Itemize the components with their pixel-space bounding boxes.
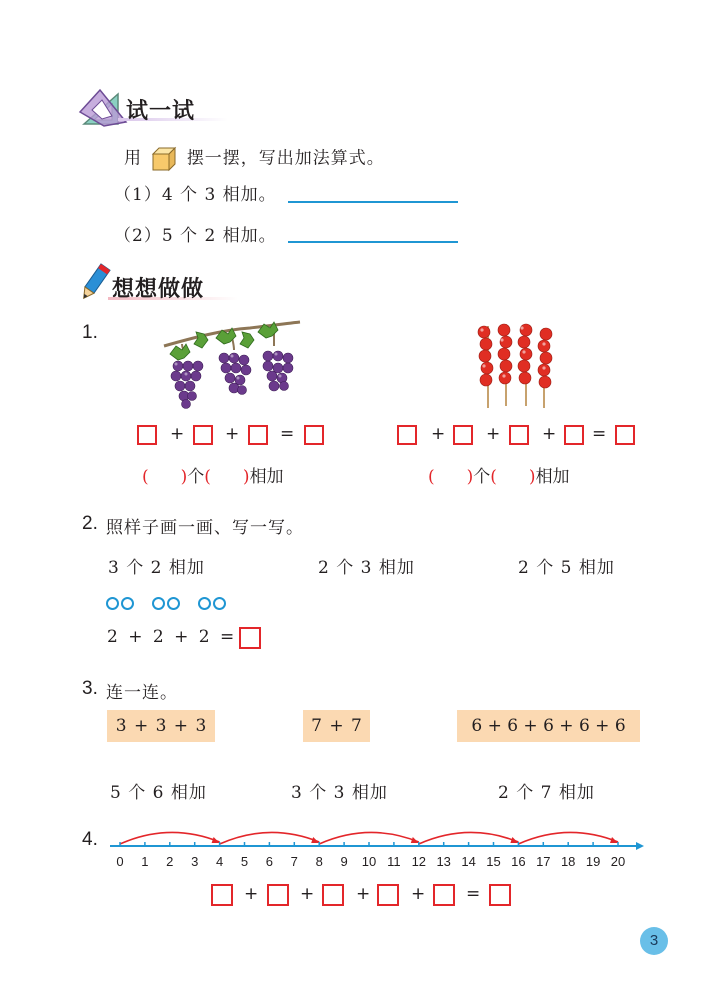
q1-left-plus-1: + bbox=[170, 424, 185, 444]
q4-addend-box-1[interactable] bbox=[211, 884, 233, 906]
grapes-illustration bbox=[162, 318, 302, 410]
pencil-icon bbox=[78, 262, 112, 304]
q1-right-addend-box-1[interactable] bbox=[397, 425, 417, 445]
q1-left-mid: )个( bbox=[180, 467, 211, 487]
q4-plus-2: + bbox=[300, 884, 315, 904]
q2-example-answer-box[interactable] bbox=[239, 627, 261, 649]
q2-example-equation: 2 + 2 + 2 = bbox=[107, 627, 236, 647]
q2-circle bbox=[198, 597, 211, 610]
try-section-header bbox=[78, 88, 228, 128]
q2-circle bbox=[121, 597, 134, 610]
candied-haws-illustration bbox=[474, 320, 560, 410]
q4-plus-4: + bbox=[411, 884, 426, 904]
q2-label-2: 2 个 3 相加 bbox=[318, 558, 415, 578]
q1-right-equals: = bbox=[592, 424, 607, 444]
number-line-tick-label: 6 bbox=[265, 854, 273, 869]
q4-equals: = bbox=[466, 884, 481, 904]
q2-circle bbox=[152, 597, 165, 610]
q4-plus-1: + bbox=[244, 884, 259, 904]
number-line-tick-label: 2 bbox=[166, 854, 174, 869]
number-line-tick-label: 4 bbox=[215, 854, 224, 869]
try-instruction bbox=[124, 146, 385, 170]
page-number-badge bbox=[640, 927, 668, 955]
q1-left-paren-open-1: ( bbox=[142, 467, 149, 487]
q3-label-3[interactable]: 2 个 7 相加 bbox=[498, 783, 595, 803]
q2-circle bbox=[106, 597, 119, 610]
number-line-jump-arrowhead bbox=[311, 837, 319, 843]
number-line-tick-label: 17 bbox=[536, 854, 551, 869]
number-line-tick-label: 15 bbox=[486, 854, 501, 869]
number-line-jump-arrowhead bbox=[411, 837, 419, 843]
q1-left-addend-box-2[interactable] bbox=[193, 425, 213, 445]
q2-label-3: 2 个 5 相加 bbox=[518, 558, 615, 578]
q1-right-plus-3: + bbox=[542, 424, 557, 444]
grape-bunch-3 bbox=[263, 351, 293, 391]
number-line-tick-label: 7 bbox=[290, 854, 298, 869]
number-line-tick-label: 14 bbox=[461, 854, 476, 869]
q1-right-plus-1: + bbox=[431, 424, 446, 444]
number-line-tick-label: 5 bbox=[240, 854, 249, 869]
q1-right-sum-box[interactable] bbox=[615, 425, 635, 445]
number-line-tick-label: 1 bbox=[141, 854, 149, 869]
think-title: 想想做做 bbox=[112, 277, 205, 302]
q3-expr-3[interactable]: 6 + 6 + 6 + 6 + 6 bbox=[457, 710, 640, 742]
q1-right-plus-2: + bbox=[486, 424, 501, 444]
q1-right-addend-box-3[interactable] bbox=[509, 425, 529, 445]
q4-number: 4. bbox=[82, 829, 98, 850]
q4-sum-box[interactable] bbox=[489, 884, 511, 906]
number-line-tick-label: 20 bbox=[610, 854, 626, 869]
think-section-header bbox=[78, 262, 248, 306]
q1-left-tail: )相加 bbox=[242, 467, 284, 487]
q3-expr-2[interactable]: 7 + 7 bbox=[303, 710, 370, 742]
number-line-tick-label: 10 bbox=[361, 854, 377, 869]
q4-plus-3: + bbox=[356, 884, 371, 904]
q2-circle bbox=[167, 597, 180, 610]
try-item-1: （1）4 个 3 相加。 bbox=[114, 185, 277, 205]
number-line-tick-label: 3 bbox=[191, 854, 199, 869]
number-line-tick-label: 9 bbox=[340, 854, 348, 869]
q4-addend-box-2[interactable] bbox=[267, 884, 289, 906]
q3-number: 3. bbox=[82, 678, 98, 699]
number-line-tick-label: 8 bbox=[315, 854, 323, 869]
cube-icon bbox=[150, 146, 178, 172]
number-line-tick-label: 18 bbox=[560, 854, 576, 869]
try-answer-line-2[interactable] bbox=[288, 241, 458, 243]
q1-left-caption bbox=[142, 462, 284, 487]
q1-left-sum-box[interactable] bbox=[304, 425, 324, 445]
try-answer-line-1[interactable] bbox=[288, 201, 458, 203]
q2-title: 照样子画一画、写一写。 bbox=[106, 518, 304, 538]
number-line-tick-label: 19 bbox=[585, 854, 601, 869]
number-line-tick-label: 16 bbox=[511, 854, 526, 869]
q2-label-1: 3 个 2 相加 bbox=[108, 558, 205, 578]
q4-addend-box-4[interactable] bbox=[377, 884, 399, 906]
instruction-prefix: 用 bbox=[124, 148, 142, 169]
q3-expr-1[interactable]: 3 + 3 + 3 bbox=[107, 710, 215, 742]
q3-title: 连一连。 bbox=[106, 683, 178, 703]
grape-bunch-2 bbox=[219, 353, 251, 395]
q3-label-1[interactable]: 5 个 6 相加 bbox=[110, 783, 207, 803]
q1-left-plus-2: + bbox=[225, 424, 240, 444]
number-line-jump-arrowhead bbox=[212, 837, 220, 843]
try-item-2: （2）5 个 2 相加。 bbox=[114, 226, 277, 246]
q1-right-mid: )个( bbox=[466, 467, 497, 487]
q3-label-2[interactable]: 3 个 3 相加 bbox=[291, 783, 388, 803]
instruction-suffix: 摆一摆，写出加法算式。 bbox=[186, 148, 385, 169]
number-line-tick-label: 12 bbox=[411, 854, 427, 869]
q1-right-caption bbox=[428, 462, 570, 487]
q1-right-addend-box-4[interactable] bbox=[564, 425, 584, 445]
q1-number: 1. bbox=[82, 322, 98, 343]
q4-addend-box-3[interactable] bbox=[322, 884, 344, 906]
try-title: 试一试 bbox=[126, 99, 196, 124]
q1-right-paren-open-1: ( bbox=[428, 467, 435, 487]
number-line-tick-label: 0 bbox=[116, 854, 124, 869]
q1-left-addend-box-3[interactable] bbox=[248, 425, 268, 445]
number-line-tick-label: 11 bbox=[387, 854, 401, 869]
page-number: 3 bbox=[649, 932, 659, 949]
q4-addend-box-5[interactable] bbox=[433, 884, 455, 906]
set-square-icon bbox=[78, 88, 132, 128]
number-line bbox=[100, 818, 660, 858]
q1-right-addend-box-2[interactable] bbox=[453, 425, 473, 445]
q2-circle bbox=[213, 597, 226, 610]
q1-right-tail: )相加 bbox=[528, 467, 570, 487]
q1-left-addend-box-1[interactable] bbox=[137, 425, 157, 445]
q2-number: 2. bbox=[82, 513, 98, 534]
grape-bunch-1 bbox=[171, 361, 203, 409]
number-line-arrow bbox=[636, 842, 644, 850]
number-line-jump-arrowhead bbox=[510, 837, 518, 843]
q1-left-equals: = bbox=[280, 424, 295, 444]
number-line-tick-label: 13 bbox=[436, 854, 451, 869]
number-line-jump-arrowhead bbox=[610, 837, 618, 843]
